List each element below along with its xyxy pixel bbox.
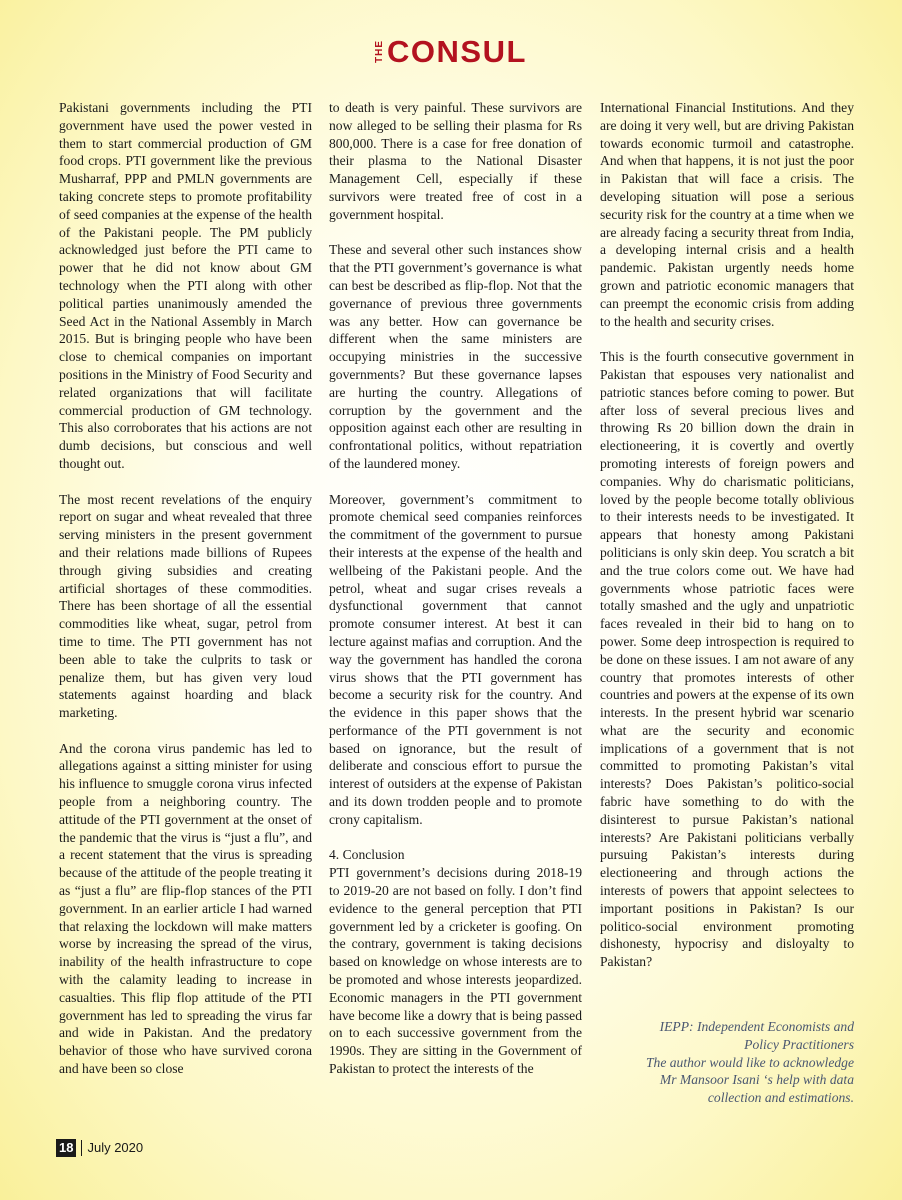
masthead: [0, 30, 902, 72]
footnote-line: The author would like to acknowledge: [645, 1054, 854, 1070]
paragraph: Pakistani governments including the PTI government have used the power vested in them to start commercial production of GM food crops. PTI government like the previous Musharraf, PPP and PMLN governments are taking concrete steps to promote profitability of seed companies at the expense of the health of the Pakistani people. The PM publicly acknowledged just before the PTI came to power that he did not know about GM technology when the PTI along with other political parties unanimously amended the Seed Act in the National Assembly in March 2015. But is bringing people who have been close to chemical companies on important positions in the Ministry of Food Security and related organizations that will facilitate commercial production of GM technology. This also corroborates that his actions are not dumb decisions, but conscious and well thought out.: [59, 100, 312, 471]
page-number: 18: [56, 1139, 76, 1157]
footnote-line: Mr Mansoor Isani ‘s help with data: [659, 1072, 854, 1088]
logo-the-text: THE: [374, 39, 386, 63]
paragraph: to death is very painful. These survivors are now alleged to be selling their plasma for Rs 800,000. There is a case for free donation of their plasma to the National Disaster Management Cell, especially if these survivors were treated free of cost in a government hospital.: [329, 100, 582, 222]
section-heading: 4. Conclusion: [329, 847, 405, 863]
footer-divider: [81, 1140, 82, 1156]
paragraph: Moreover, government’s commitment to promote chemical seed companies reinforces the commitment of the government to pursue their interests at the expense of the health and wellbeing of the Pakistani people. And the petrol, wheat and sugar crises reveals a dysfunctional government that cannot promote consumer interest. At best it can lecture against mafias and corruption. And the way the government has handled the corona virus shows that the PTI government has become a security risk for the country. And the evidence in this paper shows that the performance of the PTI government is not based on ignorance, but the result of deliberate and conscious effort to pursue the interest of outsiders at the expense of Pakistan and its down trodden people and to promote crony capitalism.: [329, 491, 582, 827]
paragraph: International Financial Institutions. And they are doing it very well, but are driving Pakistan towards economic turmoil and catastrophe. And when that happens, it is not just the poor in Pakistan that will face a crisis. The developing situation will pose a serious security risk for the country at a time when we are already facing a security threat from India, a developing internal crisis and a health pandemic. Pakistan urgently needs home grown and patriotic economic managers that can preempt the economic crisis from adding to the health and security crises.: [600, 100, 854, 329]
footnote-line: IEPP: Independent Economists and: [659, 1019, 854, 1034]
footnote-line: collection and estimations.: [707, 1090, 854, 1106]
issue-date: July 2020: [87, 1140, 144, 1155]
paragraph: The most recent revelations of the enquiry report on sugar and wheat revealed that three serving ministers in the present government and their relations made billions of Rupees through giving subsidies and creating artificial shortages of these commodities. There has been shortage of all the essential commodities like wheat, sugar, petrol from time to time. The PTI government has not been able to take the culprits to task or penalize them, but has given very loud statements against hoarding and black marketing.: [59, 491, 312, 721]
article-column-3: [600, 99, 854, 971]
paragraph: And the corona virus pandemic has led to allegations against a sitting minister for using his influence to smuggle corona virus infected people from a neighboring country. The attitude of the PTI government at the onset of the pandemic that the virus is “just a flu”, and a recent statement that the virus is spreading because of the attitude of the people treating it as “just a flu” are flip-flop stances of the PTI government. In an earlier article I had warned that relaxing the lockdown will make matters worse by increasing the spread of the virus, inability of the health infrastructure to cope with the calamity leading to increase in casualties. This flip flop attitude of the PTI government has led to spreading the virus far and wide in Pakistan. And the predatory behavior of those who have survived corona and have been so close: [59, 740, 312, 1077]
article-column-2: [329, 99, 582, 1078]
article-column-1: [59, 99, 312, 1078]
footnote-line: Policy Practitioners: [744, 1036, 854, 1052]
paragraph: PTI government’s decisions during 2018-19 to 2019-20 are not based on folly. I don’t find evidence to the general perception that PTI government led by a cricketer is goofing. On the contrary, government is taking decisions based on knowledge on whose interests are to be promoted and whose interests jeopardized. Economic managers in the PTI government have become like a dowry that is being passed on to each successive government from the 1990s. They are sitting in the Government of Pakistan to protect the interests of the: [329, 865, 582, 1077]
paragraph: This is the fourth consecutive government in Pakistan that espouses very nationalist and patriotic stances before coming to power. But after loss of several precious lives and throwing Rs 20 billion down the drain in electioneering, it is covertly and overtly promoting interests of foreign powers and companies. Why do charismatic politicians, loved by the people become totally oblivious to their interests needs to be investigated. It appears that honesty among Pakistani politicians is only skin deep. You scratch a bit and the true colors come out. We have had governments whose patriotic faces were totally smashed and the ugly and unpatriotic faces revealed in their bid to hang on to power. Some deep introspection is required to be done on these issues. I am not aware of any country that promotes interests of other countries and powers at the expense of its own interests. In the present hybrid war scenario what are the security and economic implications of a government that is not committed to promoting Pakistan’s vital interests? Does Pakistan’s politico-social fabric have something to do with the disinterest to pursue Pakistan’s national interests? Are Pakistani politicians verbally pursuing Pakistan’s interests during electioneering and through actions the interests of powers that appoint selectees to important positions in Pakistan? Is our politico-social environment promoting dishonesty, hypocrisy and disloyalty to Pakistan?: [600, 349, 854, 970]
logo-consul-text: CONSUL: [387, 33, 527, 69]
paragraph: These and several other such instances show that the PTI government’s governance is what can best be described as flip-flop. Not that the governance of previous three governments was any better. How can governance be different when the same ministers are occupying ministries in the successive governments? But these governance lapses are hurting the country. Allegations of corruption by the government and the opposition against each other are resulting in confrontational politics, without repatriation of the laundered money.: [329, 242, 582, 471]
author-footnote: [600, 1018, 854, 1107]
magazine-logo: [374, 33, 527, 69]
page-footer: [56, 1139, 143, 1157]
